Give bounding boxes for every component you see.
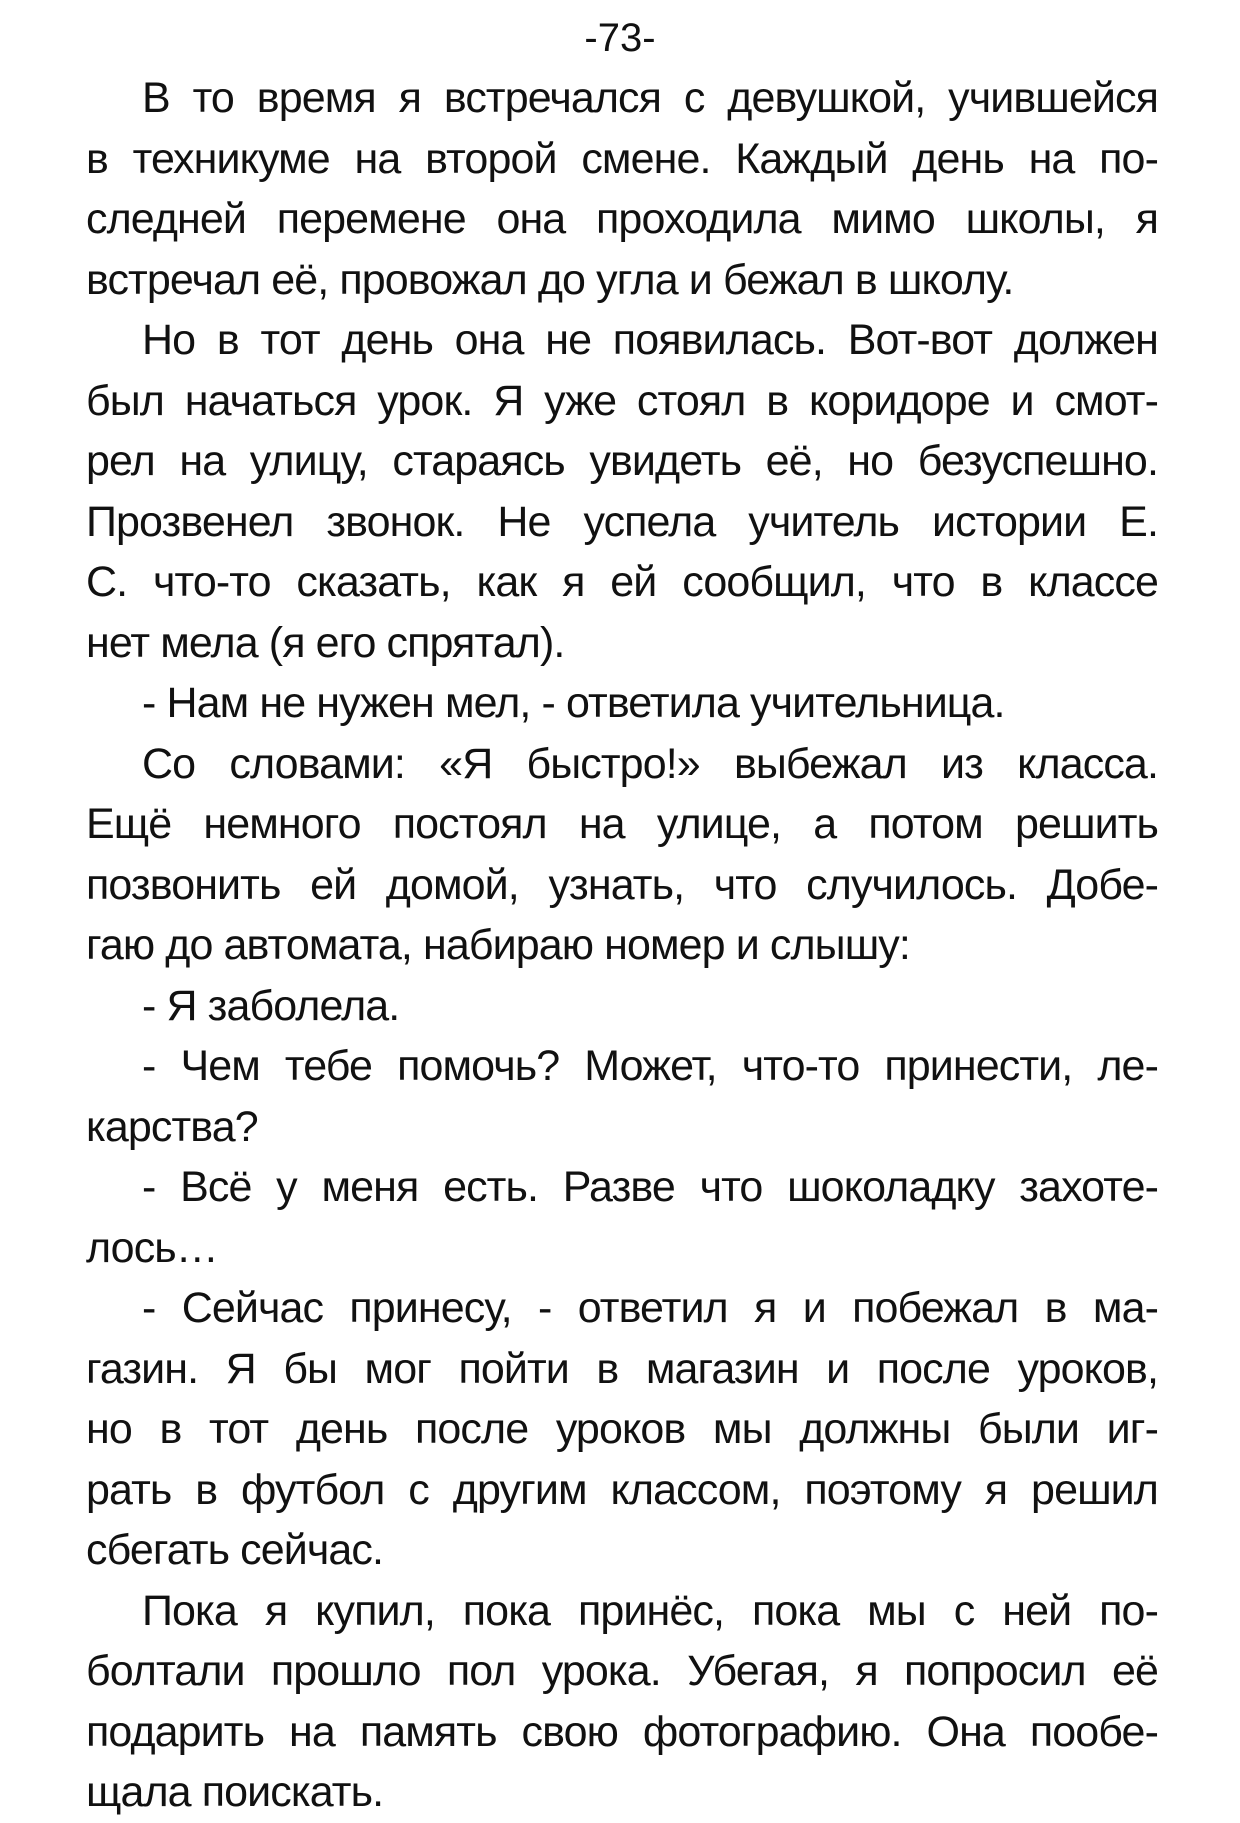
text-line: но в тот день после уроков мы должны были иг-: [86, 1405, 1158, 1453]
text-line: - Я заболела.: [142, 981, 400, 1030]
text-line: болтали прошло пол урока. Убегая, я попросил её: [86, 1647, 1158, 1695]
text-line: Ещё немного постоял на улице, а потом решить: [86, 800, 1158, 848]
text-line: Со словами: «Я быстро!» выбежал из класса.: [142, 739, 1158, 788]
paragraph-9: [86, 1581, 1158, 1823]
paragraph-6: [86, 1036, 1158, 1157]
paragraph-2: [86, 310, 1158, 673]
page-number: -73-: [584, 16, 656, 60]
text-line: рел на улицу, стараясь увидеть её, но безуспешно.: [86, 437, 1158, 485]
text-line: - Чем тебе помочь? Может, что-то принести, ле-: [142, 1042, 1158, 1090]
text-line: гаю до автомата, набираю номер и слышу:: [86, 921, 910, 969]
text-line: - Всё у меня есть. Разве что шоколадку захоте-: [142, 1163, 1158, 1211]
text-line: Пока я купил, пока принёс, пока мы с ней по-: [142, 1586, 1158, 1635]
paragraph-5: [86, 976, 1158, 1037]
text-line: был начаться урок. Я уже стоял в коридоре и смот-: [86, 376, 1158, 425]
text-line: - Нам не нужен мел, - ответила учительница.: [142, 679, 1005, 727]
text-line: газин. Я бы мог пойти в магазин и после уроков,: [86, 1344, 1158, 1393]
paragraph-1: [86, 68, 1158, 310]
text-line: сбегать сейчас.: [86, 1526, 384, 1574]
text-line: рать в футбол с другим классом, поэтому я решил: [86, 1465, 1158, 1514]
text-line: Но в тот день она не появилась. Вот-вот должен: [142, 316, 1158, 364]
text-line: щала поискать.: [86, 1768, 384, 1816]
text-line: позвонить ей домой, узнать, что случилось. Добе-: [86, 860, 1158, 909]
paragraph-8: [86, 1278, 1158, 1581]
text-line: нет мела (я его спрятал).: [86, 618, 565, 667]
paragraph-7: [86, 1157, 1158, 1278]
text-line: - Сейчас принесу, - ответил я и побежал в ма-: [142, 1284, 1158, 1332]
text-line: встречал её, провожал до угла и бежал в школу.: [86, 255, 1014, 304]
text-line: подарить на память свою фотографию. Она пообе-: [86, 1707, 1158, 1756]
body-text: [86, 68, 1158, 1823]
text-line: карства?: [86, 1102, 258, 1151]
text-line: лось…: [86, 1223, 218, 1272]
paragraph-4: [86, 734, 1158, 976]
text-line: следней перемене она проходила мимо школы, я: [86, 195, 1158, 243]
paragraph-3: [86, 673, 1158, 734]
text-line: С. что-то сказать, как я ей сообщил, что в классе: [86, 558, 1158, 606]
text-line: В то время я встречался с девушкой, учившейся: [142, 74, 1158, 122]
text-line: в техникуме на второй смене. Каждый день на по-: [86, 134, 1158, 183]
text-line: Прозвенел звонок. Не успела учитель истории Е.: [86, 497, 1158, 546]
